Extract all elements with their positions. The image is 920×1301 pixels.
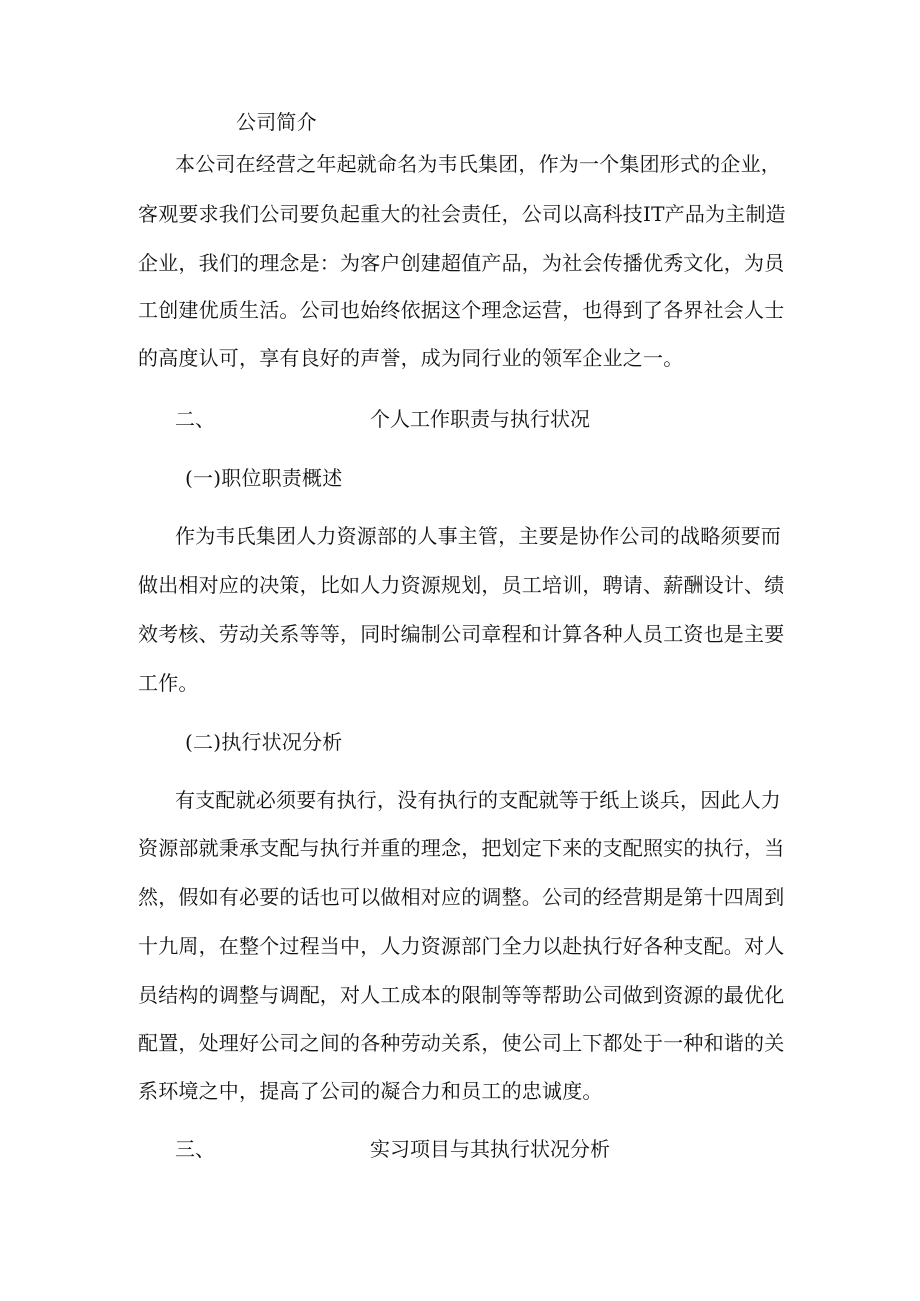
section-title: 实习项目与其执行状况分析 bbox=[370, 1137, 610, 1161]
paragraph-line: 十九周，在整个过程当中，人力资源部门全力以赴执行好各种支配。对人 bbox=[138, 934, 785, 958]
section-number: 二、 bbox=[175, 407, 215, 431]
paragraph-line: 效考核、劳动关系等等，同时编制公司章程和计算各种人员工资也是主要 bbox=[138, 622, 785, 646]
paragraph-line: 工作。 bbox=[138, 671, 199, 695]
paragraph-line: 的高度认可，享有良好的声誉，成为同行业的领军企业之一。 bbox=[138, 346, 684, 370]
section-number: 三、 bbox=[175, 1137, 215, 1161]
paragraph-line: 工创建优质生活。公司也始终依据这个理念运营，也得到了各界社会人士 bbox=[138, 298, 785, 322]
paragraph-line: 企业，我们的理念是：为客户创建超值产品，为社会传播优秀文化，为员 bbox=[138, 251, 785, 275]
paragraph-line: 配置，处理好公司之间的各种劳动关系，使公司上下都处于一种和谐的关 bbox=[138, 1031, 785, 1055]
subsection-1-title: (一)职位职责概述 bbox=[185, 466, 343, 490]
paragraph-line: 员结构的调整与调配，对人工成本的限制等等帮助公司做到资源的最优化 bbox=[138, 983, 785, 1007]
paragraph-line: 有支配就必须要有执行，没有执行的支配就等于纸上谈兵，因此人力 bbox=[175, 788, 781, 812]
paragraph-line: 做出相对应的决策，比如人力资源规划，员工培训，聘请、薪酬设计、绩 bbox=[138, 573, 785, 597]
intro-title: 公司简介 bbox=[236, 110, 317, 134]
paragraph-line: 资源部就秉承支配与执行并重的理念，把划定下来的支配照实的执行，当 bbox=[138, 836, 785, 860]
paragraph-line: 然，假如有必要的话也可以做相对应的调整。公司的经营期是第十四周到 bbox=[138, 885, 785, 909]
section-title: 个人工作职责与执行状况 bbox=[370, 407, 590, 431]
paragraph-line: 系环境之中，提高了公司的凝合力和员工的忠诚度。 bbox=[138, 1079, 603, 1103]
paragraph-line: 客观要求我们公司要负起重大的社会责任，公司以高科技IT产品为主制造 bbox=[138, 202, 786, 226]
subsection-2-title: (二)执行状况分析 bbox=[185, 730, 343, 754]
paragraph-line: 本公司在经营之年起就命名为韦氏集团，作为一个集团形式的企业， bbox=[175, 152, 781, 176]
paragraph-line: 作为韦氏集团人力资源部的人事主管，主要是协作公司的战略须要而 bbox=[175, 524, 781, 548]
